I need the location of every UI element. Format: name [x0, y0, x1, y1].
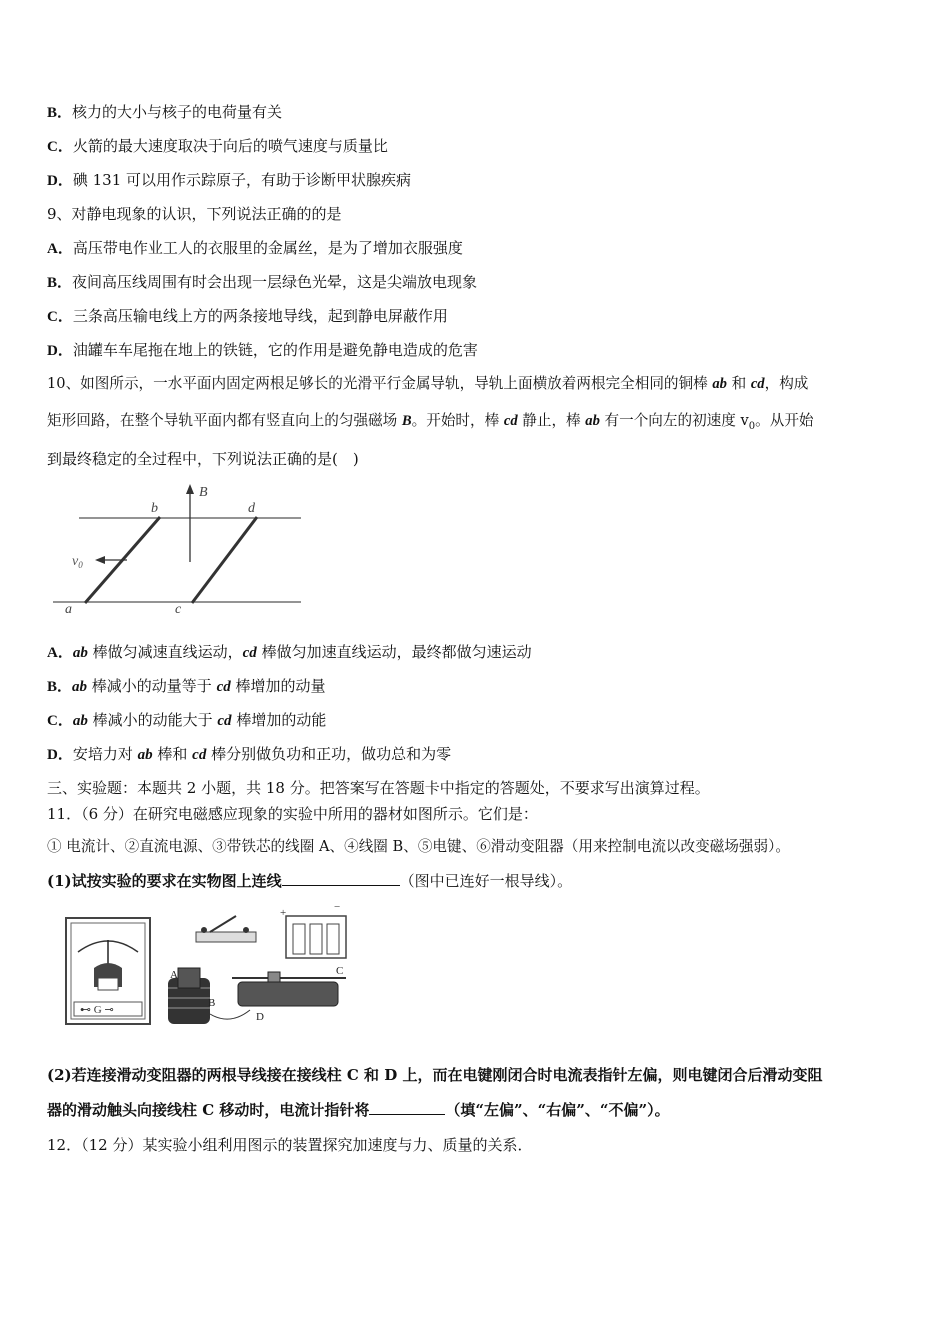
- rod-cd: [192, 517, 257, 603]
- text-run: 棒减小的动能大于: [87, 711, 218, 729]
- text-run: 棒分别做负功和正功，做功总和为零: [206, 745, 452, 763]
- apparatus-figure: [60, 902, 360, 1032]
- answer-blank[interactable]: [282, 871, 400, 886]
- label-v: [72, 554, 83, 570]
- switch-lever: [210, 916, 236, 932]
- q8-option-b: [47, 101, 282, 124]
- v-symbol: v: [72, 554, 79, 569]
- option-letter: C．: [47, 309, 73, 325]
- option-letter: D．: [47, 747, 73, 763]
- label-c-terminal: C: [336, 965, 344, 977]
- q9-option-d: [47, 339, 478, 362]
- part2-text: (2)若连接滑动变阻器的两根导线接在接线柱 C 和 D 上，而在电键刚闭合时电流表指针左偏，则电键闭合后滑动变阻: [47, 1066, 823, 1084]
- symbol-ab: ab: [72, 645, 88, 661]
- part1-note: （图中已连好一根导线）。: [399, 872, 573, 890]
- label-c: c: [175, 602, 182, 617]
- text-run: 矩形回路，在整个导轨平面内都有竖直向上的匀强磁场: [47, 412, 402, 429]
- coil-a: [178, 968, 200, 988]
- velocity-arrowhead: [95, 556, 105, 564]
- symbol-ab: ab: [137, 747, 153, 763]
- field-arrowhead: [186, 484, 194, 494]
- q10-option-b: [47, 675, 326, 698]
- symbol-cd: cd: [242, 645, 257, 661]
- q11-part2-line2: [47, 1099, 670, 1121]
- option-letter: A．: [47, 645, 73, 661]
- coil-window: [98, 978, 118, 990]
- q9-option-a: [47, 237, 463, 260]
- option-letter: D．: [47, 343, 73, 359]
- option-letter: B．: [47, 105, 73, 121]
- part2-text: 器的滑动触头向接线柱 C 移动时，电流计指针将: [47, 1101, 370, 1119]
- symbol-ab: ab: [72, 679, 88, 695]
- rheostat: [238, 982, 338, 1006]
- label-d: d: [248, 501, 255, 516]
- q8-option-c: [47, 135, 388, 158]
- text-run: 。从开始: [755, 412, 814, 429]
- q11-stem: 11．（6 分）在研究电磁感应现象的实验中所用的器材如图所示。它们是：: [47, 805, 538, 823]
- q8-option-d: [47, 169, 411, 192]
- text-run: 棒做匀加速直线运动，最终都做匀速运动: [256, 643, 532, 661]
- subscript: 0: [748, 420, 756, 432]
- symbol-cd: cd: [750, 376, 765, 392]
- symbol-cd: cd: [503, 413, 518, 429]
- symbol-ab: ab: [72, 713, 88, 729]
- symbol-b-field: B: [401, 413, 412, 429]
- label-coil-b: B: [208, 997, 216, 1009]
- option-text: 核力的大小与核子的电荷量有关: [72, 103, 283, 121]
- q11-items: ① 电流计、②直流电源、③带铁芯的线圈 A、④线圈 B、⑤电键、⑥滑动变阻器（用来控制电流以改变磁场强弱）。: [47, 838, 790, 855]
- option-text: 高压带电作业工人的衣服里的金属丝，是为了增加衣服强度: [72, 239, 463, 257]
- q9-stem: 9、对静电现象的认识，下列说法正确的的是: [47, 205, 342, 223]
- part1-text: (1)试按实验的要求在实物图上连线: [47, 872, 282, 890]
- q11-part1: [47, 870, 572, 892]
- switch-terminal: [243, 927, 249, 933]
- option-text: 三条高压输电线上方的两条接地导线，起到静电屏蔽作用: [72, 307, 448, 325]
- symbol-cd: cd: [217, 713, 232, 729]
- battery: [286, 916, 346, 958]
- text-run: 10、如图所示，一水平面内固定两根足够长的光滑平行金属导轨，导轨上面横放着两根完全相同的铜棒: [47, 375, 713, 392]
- part2-choices: （填“左偏”、“右偏”、“不偏”）。: [445, 1101, 670, 1119]
- q10-stem-line3: 到最终稳定的全过程中，下列说法正确的是( ): [47, 450, 359, 468]
- option-letter: A．: [47, 241, 73, 257]
- battery-minus: −: [334, 902, 341, 913]
- rails-figure: [45, 480, 315, 620]
- text-run: 棒增加的动能: [231, 711, 327, 729]
- q10-option-d: [47, 743, 451, 766]
- option-letter: D．: [47, 173, 73, 189]
- label-field-b: B: [199, 485, 208, 500]
- v-subscript: 0: [78, 560, 83, 570]
- option-text: 碘 131 可以用作示踪原子，有助于诊断甲状腺疾病: [72, 171, 412, 189]
- meter-label: ⊷ G ⊸: [80, 1004, 114, 1016]
- text-run: 。开始时，棒: [411, 412, 504, 429]
- answer-blank[interactable]: [369, 1100, 445, 1115]
- connected-wire: [210, 1010, 250, 1019]
- text-run: 有一个向左的初速度 v: [599, 412, 749, 429]
- battery-plus: +: [280, 907, 287, 919]
- q10-option-a: [47, 641, 532, 664]
- label-a: a: [65, 602, 72, 617]
- text-run: 安培力对: [72, 745, 138, 763]
- symbol-cd: cd: [216, 679, 231, 695]
- label-d-terminal: D: [256, 1011, 264, 1023]
- symbol-ab: ab: [585, 413, 600, 429]
- option-letter: C．: [47, 713, 73, 729]
- q9-option-c: [47, 305, 448, 328]
- text-run: 和: [726, 375, 751, 392]
- label-b: b: [151, 501, 158, 516]
- switch-base: [196, 932, 256, 942]
- q12-stem: 12．（12 分）某实验小组利用图示的装置探究加速度与力、质量的关系．: [47, 1136, 533, 1154]
- text-run: 静止，棒: [517, 412, 586, 429]
- q10-stem-line1: [47, 373, 808, 395]
- option-letter: C．: [47, 139, 73, 155]
- option-text: 火箭的最大速度取决于向后的喷气速度与质量比: [72, 137, 388, 155]
- section-3-heading: 三、实验题：本题共 2 小题，共 18 分。把答案写在答题卡中指定的答题处，不要求写出演算过程。: [47, 779, 710, 797]
- symbol-cd: cd: [192, 747, 207, 763]
- q11-part2-line1: [47, 1064, 822, 1086]
- text-run: ，构成: [764, 375, 809, 392]
- q9-option-b: [47, 271, 477, 294]
- label-coil-a: A: [170, 969, 178, 981]
- switch-terminal: [201, 927, 207, 933]
- text-run: 棒做匀减速直线运动，: [87, 643, 243, 661]
- option-letter: B．: [47, 275, 73, 291]
- text-run: 棒和: [152, 745, 193, 763]
- option-letter: B．: [47, 679, 73, 695]
- symbol-ab: ab: [712, 376, 727, 392]
- q10-option-c: [47, 709, 326, 732]
- q10-stem-line2: [47, 410, 814, 438]
- text-run: 棒增加的动量: [230, 677, 326, 695]
- text-run: 棒减小的动量等于: [87, 677, 217, 695]
- option-text: 夜间高压线周围有时会出现一层绿色光晕，这是尖端放电现象: [72, 273, 478, 291]
- option-text: 油罐车车尾拖在地上的铁链，它的作用是避免静电造成的危害: [72, 341, 478, 359]
- slider: [268, 972, 280, 982]
